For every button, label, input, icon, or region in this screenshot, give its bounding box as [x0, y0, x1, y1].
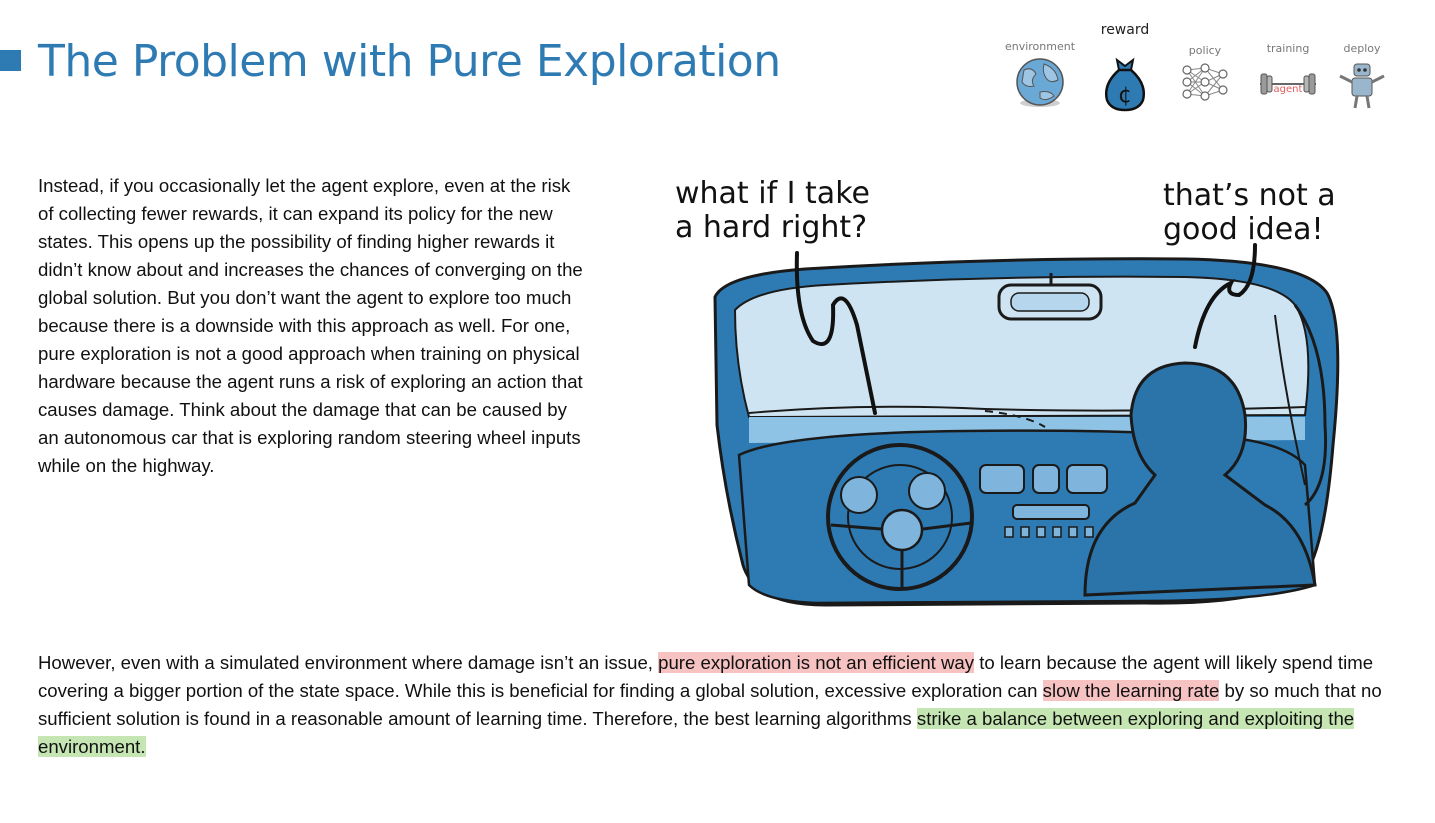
progress-nav — [1000, 18, 1400, 118]
nav-label-environment: environment — [1004, 40, 1076, 53]
title-marker — [0, 50, 21, 71]
nav-step-policy — [1165, 18, 1245, 118]
highlight-strike-balance: strike a balance between exploring and exploiting the environment. — [38, 708, 1355, 757]
globe-icon — [1010, 54, 1070, 114]
nav-label-deploy: deploy — [1343, 42, 1381, 55]
speech-left-line2: a hard right? — [675, 210, 868, 245]
nav-label-policy: policy — [1188, 44, 1222, 57]
nav-label-training: training — [1266, 42, 1310, 55]
steering-hub — [882, 510, 922, 550]
gauge-left — [841, 477, 877, 513]
bottom-paragraph — [38, 649, 1400, 761]
robot-icon — [1332, 54, 1392, 114]
svg-text:¢: ¢ — [1118, 83, 1132, 108]
highlight-pure-exploration: pure exploration is not an efficient way — [658, 652, 975, 673]
speech-left-line1: what if I take — [675, 176, 870, 211]
vent-center — [1033, 465, 1059, 493]
barbell-icon — [1258, 54, 1318, 114]
highlight-slow-learning-rate: slow the learning rate — [1042, 680, 1220, 701]
speech-right-line2: good idea! — [1163, 212, 1324, 247]
bottom-text-part1: However, even with a simulated environment where damage isn’t an issue, — [38, 652, 659, 673]
money-bag-icon — [1095, 54, 1155, 114]
page-title: The Problem with Pure Exploration — [38, 36, 781, 87]
neural-network-icon — [1175, 54, 1235, 114]
intro-paragraph: Instead, if you occasionally let the agent explore, even at the risk of collecting fewer rewards, it can expand its policy for the new states. This opens up the possibility of finding higher rewards it didn’t know about and increases the chances of converging on the global solution. But you don’t want the agent to explore too much because there is a downside with this approach as well. For one, pure exploration is not a good approach when training on physical hardware because the agent runs a risk of exploring an action that causes damage. Think about the damage that can be caused by an autonomous car that is exploring random steering wheel inputs while on the highway. — [38, 175, 583, 476]
nav-label-reward: reward — [1100, 22, 1150, 38]
nav-step-deploy — [1322, 18, 1402, 118]
vent-left — [980, 465, 1024, 493]
vent-right — [1067, 465, 1107, 493]
bottom-text-part2: to learn because the agent will likely spend time covering a bigger portion of the state space. While this is beneficial for finding a global solution, excessive exploration can — [38, 652, 1374, 701]
speech-right-line1: that’s not a — [1163, 178, 1336, 213]
bottom-text-part3: by so much that no sufficient solution is found in a reasonable amount of learning time. Therefore, the best learning algorithms — [38, 680, 1382, 729]
radio-display — [1013, 505, 1089, 519]
nav-step-training — [1248, 18, 1328, 118]
nav-step-reward — [1085, 18, 1165, 118]
nav-step-environment — [1000, 18, 1080, 118]
gauge-right — [909, 473, 945, 509]
barbell-agent-text: agent — [1273, 84, 1303, 95]
car-interior-illustration — [665, 165, 1365, 610]
